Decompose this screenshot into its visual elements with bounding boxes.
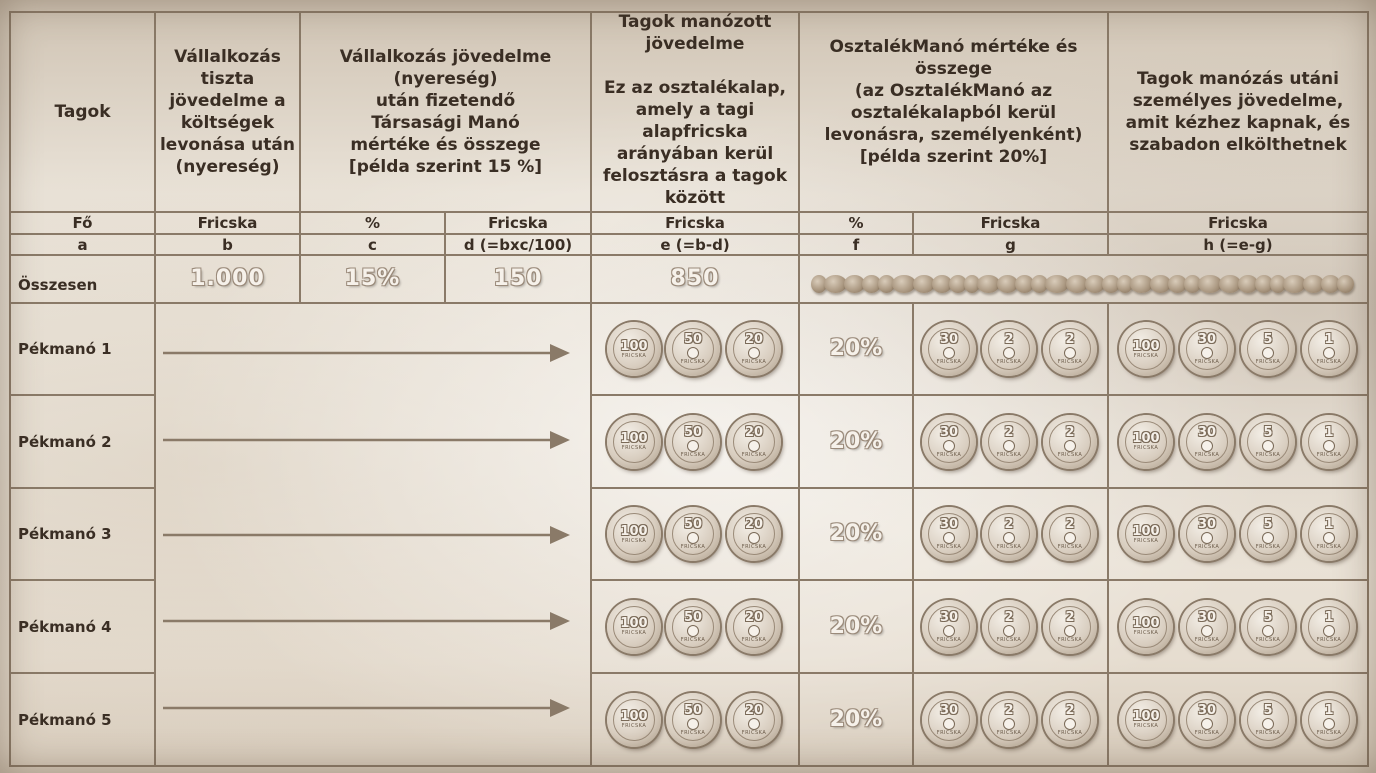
coin-unit: FRICSKA bbox=[1194, 451, 1220, 458]
coin-unit: FRICSKA bbox=[741, 359, 767, 365]
coin-unit: FRICSKA bbox=[741, 729, 767, 736]
coin-value: 100 bbox=[620, 523, 648, 539]
coin-icon bbox=[1302, 693, 1356, 747]
coin-icon bbox=[922, 322, 976, 376]
coin-unit: FRICSKA bbox=[1316, 359, 1342, 365]
coin-unit: FRICSKA bbox=[1255, 451, 1281, 458]
coin-value: 100 bbox=[1132, 338, 1160, 354]
coin-unit: FRICSKA bbox=[741, 451, 767, 458]
coin-unit: FRICSKA bbox=[1133, 445, 1159, 451]
coin-icon bbox=[666, 693, 720, 747]
coin-value: 2 bbox=[1004, 424, 1014, 440]
header-dividend-tax: OsztalékManó mértéke és összege (az OsztalékManó az osztalékalapból kerül levonásra, személyenként) [példa szerint 20%] bbox=[824, 37, 1083, 167]
letter-f: f bbox=[852, 235, 860, 254]
coin-value: 1 bbox=[1324, 424, 1334, 440]
dividend-rate: 20% bbox=[829, 521, 883, 546]
coin-unit: FRICSKA bbox=[680, 729, 706, 736]
coin-icon bbox=[1302, 415, 1356, 469]
coin-value: 30 bbox=[939, 332, 959, 347]
coin-unit: FRICSKA bbox=[680, 451, 706, 458]
coin-value: 2 bbox=[1004, 332, 1014, 347]
coin-unit: FRICSKA bbox=[1057, 729, 1083, 736]
coin-value: 30 bbox=[1197, 332, 1217, 347]
coin-unit: FRICSKA bbox=[996, 359, 1022, 365]
unit-h: Fricska bbox=[1208, 214, 1268, 232]
coin-unit: FRICSKA bbox=[741, 544, 767, 550]
coin-value: 2 bbox=[1065, 424, 1075, 440]
coin-icon bbox=[1119, 322, 1173, 376]
letter-d: d (=bxc/100) bbox=[463, 235, 573, 254]
coin-icon bbox=[1180, 693, 1234, 747]
coin-icon bbox=[922, 507, 976, 561]
coin-value: 20 bbox=[744, 609, 764, 625]
coin-value: 5 bbox=[1263, 424, 1273, 440]
coin-icon bbox=[1043, 600, 1097, 654]
coin-unit: FRICSKA bbox=[996, 544, 1022, 550]
coin-unit: FRICSKA bbox=[1057, 544, 1083, 550]
coin-value: 5 bbox=[1263, 702, 1273, 718]
coin-value: 100 bbox=[1132, 523, 1160, 539]
coin-icon bbox=[922, 693, 976, 747]
coin-value: 30 bbox=[939, 702, 959, 718]
coin-value: 50 bbox=[683, 517, 703, 532]
coin-unit: FRICSKA bbox=[1194, 544, 1220, 550]
letter-h: h (=e-g) bbox=[1203, 235, 1273, 254]
coin-unit: FRICSKA bbox=[1194, 359, 1220, 365]
coin-icon bbox=[1180, 322, 1234, 376]
coin-unit: FRICSKA bbox=[1255, 729, 1281, 736]
coin-unit: FRICSKA bbox=[621, 445, 647, 451]
header-personal-income: Tagok manózás utáni személyes jövedelme, amit kézhez kapnak, és szabadon elkölthetnek bbox=[1125, 69, 1351, 155]
coin-icon bbox=[1241, 322, 1295, 376]
coin-value: 2 bbox=[1065, 702, 1075, 718]
coin-value: 2 bbox=[1065, 517, 1075, 532]
coin-icon bbox=[727, 600, 781, 654]
coin-icon bbox=[666, 415, 720, 469]
coin-icon bbox=[1180, 415, 1234, 469]
unit-a: Fő bbox=[72, 214, 93, 232]
member-label: Pékmanó 4 bbox=[18, 617, 112, 636]
total-tax-amount: 150 bbox=[493, 266, 543, 291]
letter-c: c bbox=[368, 235, 377, 254]
coin-icon bbox=[1043, 415, 1097, 469]
coin-icon bbox=[607, 322, 661, 376]
coin-value: 100 bbox=[620, 709, 648, 724]
coin-value: 100 bbox=[620, 616, 648, 631]
member-label: Pékmanó 1 bbox=[18, 340, 112, 358]
coin-value: 30 bbox=[939, 517, 959, 532]
total-label: Összesen bbox=[18, 276, 98, 294]
coin-unit: FRICSKA bbox=[1316, 451, 1342, 458]
coin-unit: FRICSKA bbox=[1255, 636, 1281, 643]
header-taxed-income: Tagok manózott jövedelme Ez az osztalékalap, amely a tagi alapfricska arányában kerül felosztásra a tagok között bbox=[602, 12, 788, 208]
coin-unit: FRICSKA bbox=[1133, 723, 1159, 729]
coin-icon bbox=[727, 415, 781, 469]
coin-unit: FRICSKA bbox=[1194, 729, 1220, 736]
unit-c: % bbox=[364, 214, 381, 232]
coin-icon bbox=[1043, 507, 1097, 561]
coin-icon bbox=[1241, 693, 1295, 747]
total-taxed-income: 850 bbox=[670, 266, 720, 291]
coin-value: 1 bbox=[1324, 702, 1334, 718]
coin-unit: FRICSKA bbox=[1316, 729, 1342, 736]
coin-icon bbox=[1302, 507, 1356, 561]
coin-value: 30 bbox=[1197, 517, 1217, 532]
coin-value: 20 bbox=[744, 517, 764, 532]
coin-icon bbox=[727, 507, 781, 561]
coin-unit: FRICSKA bbox=[1133, 352, 1159, 359]
coin-icon bbox=[666, 507, 720, 561]
member-label: Pékmanó 2 bbox=[18, 432, 112, 451]
coin-unit: FRICSKA bbox=[621, 723, 647, 729]
coin-value: 2 bbox=[1065, 332, 1075, 347]
coin-unit: FRICSKA bbox=[680, 544, 706, 550]
coin-value: 30 bbox=[1197, 609, 1217, 625]
coin-value: 100 bbox=[620, 338, 648, 354]
letter-b: b bbox=[222, 235, 233, 254]
coin-unit: FRICSKA bbox=[1316, 544, 1342, 550]
coin-unit: FRICSKA bbox=[936, 544, 962, 550]
dividend-rate: 20% bbox=[829, 613, 883, 639]
coin-icon bbox=[666, 600, 720, 654]
coin-icon bbox=[1119, 600, 1173, 654]
coin-unit: FRICSKA bbox=[1133, 537, 1159, 544]
coin-unit: FRICSKA bbox=[1255, 544, 1281, 550]
coin-icon bbox=[922, 600, 976, 654]
coin-unit: FRICSKA bbox=[1194, 636, 1220, 643]
coin-icon bbox=[982, 507, 1036, 561]
coin-value: 30 bbox=[1197, 702, 1217, 718]
coin-value: 100 bbox=[1132, 431, 1160, 446]
total-tax-rate: 15% bbox=[344, 266, 401, 291]
coin-value: 2 bbox=[1004, 702, 1014, 718]
unit-g: Fricska bbox=[980, 214, 1041, 232]
coin-unit: FRICSKA bbox=[1057, 636, 1083, 643]
coin-icon bbox=[982, 693, 1036, 747]
pebble-strip bbox=[799, 255, 1368, 303]
coin-value: 2 bbox=[1065, 609, 1075, 625]
coin-icon bbox=[1241, 600, 1295, 654]
coin-icon bbox=[982, 600, 1036, 654]
coin-icon bbox=[607, 507, 661, 561]
coin-value: 1 bbox=[1324, 332, 1334, 347]
coin-value: 1 bbox=[1324, 517, 1334, 532]
unit-e: Fricska bbox=[665, 214, 725, 232]
coin-icon bbox=[1119, 507, 1173, 561]
coin-unit: FRICSKA bbox=[1057, 359, 1083, 365]
coin-unit: FRICSKA bbox=[936, 636, 962, 643]
member-label: Pékmanó 5 bbox=[18, 710, 112, 729]
coin-icon bbox=[727, 693, 781, 747]
coin-icon bbox=[1302, 600, 1356, 654]
coin-value: 1 bbox=[1324, 609, 1334, 625]
coin-value: 50 bbox=[683, 332, 703, 347]
unit-d: Fricska bbox=[488, 214, 548, 232]
coin-unit: FRICSKA bbox=[621, 352, 647, 359]
coin-icon bbox=[1241, 507, 1295, 561]
coin-icon bbox=[982, 415, 1036, 469]
member-label: Pékmanó 3 bbox=[18, 525, 112, 543]
coin-unit: FRICSKA bbox=[621, 537, 647, 544]
coin-value: 2 bbox=[1004, 517, 1014, 532]
coin-icon bbox=[1302, 322, 1356, 376]
coin-value: 30 bbox=[939, 424, 959, 440]
coin-unit: FRICSKA bbox=[996, 729, 1022, 736]
coin-value: 100 bbox=[1132, 709, 1160, 724]
letter-e: e (=b-d) bbox=[660, 235, 730, 254]
coin-icon bbox=[607, 600, 661, 654]
coin-value: 20 bbox=[744, 424, 764, 440]
coin-unit: FRICSKA bbox=[680, 359, 706, 365]
coin-icon bbox=[1180, 507, 1234, 561]
coin-icon bbox=[1119, 693, 1173, 747]
unit-f: % bbox=[848, 214, 864, 232]
coin-value: 50 bbox=[683, 702, 703, 718]
coin-icon bbox=[1043, 322, 1097, 376]
coin-icon bbox=[982, 322, 1036, 376]
coin-icon bbox=[1043, 693, 1097, 747]
coin-unit: FRICSKA bbox=[996, 451, 1022, 458]
coin-icon bbox=[607, 693, 661, 747]
coin-icon bbox=[1180, 600, 1234, 654]
header-net-income: Vállalkozás tiszta jövedelme a költségek levonása után (nyereség) bbox=[159, 47, 295, 177]
coin-value: 100 bbox=[620, 431, 648, 446]
coin-value: 2 bbox=[1004, 609, 1014, 625]
coin-unit: FRICSKA bbox=[996, 636, 1022, 643]
pebble-icon bbox=[1337, 275, 1354, 293]
coin-unit: FRICSKA bbox=[1255, 359, 1281, 365]
header-tagok: Tagok bbox=[54, 102, 111, 122]
header-corporate-tax: Vállalkozás jövedelme (nyereség) után fizetendő Társasági Manó mértéke és összege [példa szerint 15 %] bbox=[339, 47, 552, 177]
coin-unit: FRICSKA bbox=[936, 451, 962, 458]
coin-unit: FRICSKA bbox=[621, 630, 647, 636]
coin-value: 30 bbox=[1197, 424, 1217, 440]
letter-g: g bbox=[1005, 235, 1016, 254]
coin-icon bbox=[1241, 415, 1295, 469]
coin-value: 5 bbox=[1263, 517, 1273, 532]
coin-icon bbox=[1119, 415, 1173, 469]
dividend-rate: 20% bbox=[829, 428, 883, 454]
coin-value: 20 bbox=[744, 332, 764, 347]
coin-value: 5 bbox=[1263, 609, 1273, 625]
coin-value: 50 bbox=[683, 424, 703, 440]
coin-unit: FRICSKA bbox=[1133, 630, 1159, 636]
coin-value: 100 bbox=[1132, 616, 1160, 631]
total-net-income: 1.000 bbox=[190, 266, 265, 291]
coin-icon bbox=[666, 322, 720, 376]
coin-unit: FRICSKA bbox=[680, 636, 706, 643]
coin-value: 30 bbox=[939, 609, 959, 625]
coin-unit: FRICSKA bbox=[1316, 636, 1342, 643]
dividend-rate: 20% bbox=[829, 336, 883, 361]
coin-unit: FRICSKA bbox=[1057, 451, 1083, 458]
coin-icon bbox=[727, 322, 781, 376]
coin-unit: FRICSKA bbox=[741, 636, 767, 643]
coin-value: 20 bbox=[744, 702, 764, 718]
letter-a: a bbox=[77, 235, 88, 254]
coin-value: 50 bbox=[683, 609, 703, 625]
unit-b: Fricska bbox=[197, 214, 258, 232]
coin-unit: FRICSKA bbox=[936, 359, 962, 365]
coin-icon bbox=[607, 415, 661, 469]
dividend-rate: 20% bbox=[829, 706, 883, 732]
coin-icon bbox=[922, 415, 976, 469]
coin-value: 5 bbox=[1263, 332, 1273, 347]
coin-unit: FRICSKA bbox=[936, 729, 962, 736]
